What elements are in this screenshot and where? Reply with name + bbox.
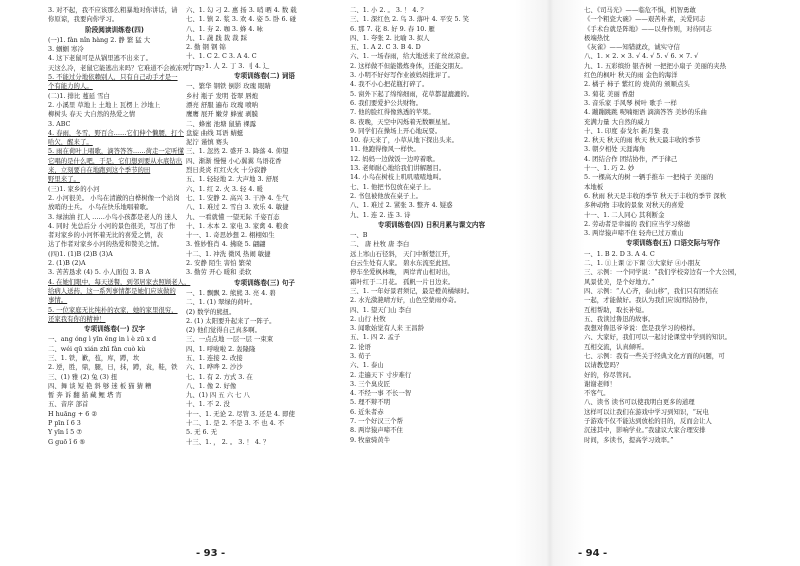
answer-line: 5. 一棵高大的树 一辆手推车 一把椅子 美丽的	[584, 173, 714, 182]
answer-line: 3. 惟妙惟肖 4. 拂晓 5. 翩翩	[186, 240, 266, 249]
answer-line: 13. 老师耐心地给我们讲解题目。	[350, 164, 446, 173]
answer-line: 四、舞 谈 短 艳 斜 够 迷 板 猫 猜 糟	[48, 381, 152, 390]
answer-line: 四、渐渐 慢慢 小心翼翼 鸟语花香	[186, 156, 282, 165]
answer-line: 2. 书包被他放在桌子上。	[350, 191, 423, 200]
answer-line: 极端热忱	[584, 33, 610, 42]
answer-line: 11. 他跑得像风一样快。	[350, 145, 420, 154]
answer-line: 2. 安静 陌生 害怕 繁荣	[186, 259, 252, 268]
answer-line: 4. 团结合作 团结协作，严于律己	[584, 154, 678, 163]
answer-line: 好的，你尽管问。	[584, 370, 636, 379]
answer-line: 2. 走遍天下 寸步难行	[350, 370, 412, 379]
answer-line: 三、1. 深红色 2. 鸟 3. 落叶 4. 平安 5. 笑	[350, 15, 470, 24]
answer-line: 3. 三个臭皮匠	[350, 379, 391, 388]
answer-line: 三、一点点地 一层一层 一束束	[186, 335, 274, 344]
answer-line: 3. 对不起，我不应该那么粗暴地对你讲话，请	[48, 6, 178, 14]
answer-line: 互相交流，认真倾听。	[584, 342, 648, 351]
answer-line: 2. 橘子 柿子 紫红的 烧黄的 颁顺点头	[584, 80, 690, 89]
answer-line: (2) 他们觉得自己真多啊。	[186, 326, 261, 335]
answer-line: 五、1. A 2. C 3. B 4. D	[350, 43, 421, 52]
answer-line: G guō ǐ 6 ⑤	[48, 437, 86, 446]
answer-line: 4. 蹦蹦跳跳 呢喃细语 滴滴答答 美妙的乐曲	[584, 108, 707, 117]
answer-line: 7. 一个好汉三个帮	[350, 417, 403, 426]
answer-line: 3. 两岸猿声啼不住 轻舟已过万重山	[584, 229, 684, 238]
answer-line: 三、1. 一年好景君须记，最是橙黄橘绿时。	[350, 286, 474, 295]
answer-line: 十一、1. 二人同心 其利断金	[584, 210, 665, 219]
section-heading: 专项训练卷(五) 口语交际与写作	[625, 239, 721, 248]
answer-line: 停车坐爱枫林晚， 两岸青山相对出，	[350, 268, 455, 277]
answer-line: 霜叶红于二月花。 孤帆一片日边来。	[350, 277, 455, 286]
answer-line: 5. 一位家庭无比纯朴的农家，她的家里很穷，	[48, 305, 178, 314]
answer-line: 六、大家好，我们可以一起讨论课堂中学到的知识。	[584, 333, 731, 342]
answer-line: 9. 牧童骑黄牛	[350, 435, 391, 444]
answer-line: 二、蜂蜜 池塘 鼠猫 裸露	[186, 119, 256, 128]
answer-line: 六、1. 泰山	[350, 361, 384, 370]
answer-line: 九、一看就懂 一望无际 千姿百态	[186, 212, 280, 221]
answer-line: 五、1. 轻轻地 2. 大声地 3. 舒展	[186, 175, 279, 184]
answer-line: 《一个粗瓷大碗》——艰苦朴素，关爱同志	[584, 15, 706, 24]
answer-line: 三、1. 忽然 2. 盛开 3. 降落 4. 仰望	[186, 147, 289, 156]
answer-line: 4. 这下老鼠可是从锅里逃不出来了。	[48, 54, 152, 63]
answer-line: 二、1. (1) 翠绿的荷叶。	[186, 298, 257, 307]
answer-line: 者对家乡的小河怀着无比的喜爱之情，表	[48, 231, 164, 240]
answer-line: 5. 雨在荷叶上唱歌，滴答答答……荷走一定听懂	[48, 147, 184, 156]
answer-line: 这样可以让我们在游戏中学习到知识，“玩电	[584, 407, 709, 416]
answer-line: 暂 奔 诉 翻 描 藏 鲤 塔 宵	[48, 391, 122, 400]
answer-line: 四、1. 夸张 2. 比喻 3. 拟人	[350, 33, 430, 42]
answer-line: 达了作者对家乡小河的热爱和赞美之情。	[48, 240, 164, 249]
section-heading: 专项训练卷(三) 句子	[233, 278, 296, 287]
answer-line: 四、示例：“人心齐，泰山移”，我们只有团结在	[584, 286, 719, 295]
answer-line: 2. 论语	[350, 342, 371, 351]
answer-line: 5. 不能过分地依赖别人，只有自己动手才是一	[48, 73, 178, 82]
answer-line: 十一、1. 无论 2. 尽管 3. 还是 4. 即使	[186, 409, 295, 418]
answer-line: 14. 小鸟在树枝上叽叽喳喳地叫。	[350, 173, 446, 182]
answer-line: 2. 逆，胜，鼎，腿，日，抹，蹲，袁，鞋，铁	[48, 363, 178, 372]
answer-line: 一、B	[350, 231, 368, 240]
answer-line: 十一、1. 巧 2. 妙	[584, 164, 635, 173]
answer-line: 十、1. 不 2. 没	[186, 400, 230, 409]
answer-line: 十、1. C 2. C 3. A 4. C	[186, 52, 257, 61]
answer-line: 红色的枫叶 秋天的雨 金色的海洋	[584, 71, 678, 80]
answer-line: 2. 劳动者是幸福的 我们应当学习蔡德	[584, 219, 691, 228]
page-number-left: - 93 -	[196, 548, 226, 559]
answer-line: 给病人送药，这一系列事情都是她们应该做的	[48, 286, 176, 295]
answer-line: 子游戏不仅不能达到放松的目的，反而会让人	[584, 417, 712, 426]
answer-line: 七、1. 镇 2. 浆 3. 欢 4. 姿 5. 卧 6. 碰	[186, 15, 297, 24]
answer-line: (三)1. 家乡的小河	[48, 184, 100, 193]
answer-line: 时间，多读书，提高学习效率。”	[584, 435, 674, 444]
answer-line: Y yīn ǐ 5 ⑦	[48, 428, 82, 437]
answer-line: 4. 不经一事 不长一智	[350, 389, 412, 398]
answer-line: 2. 勤 钢 钢 锦	[186, 43, 226, 52]
answer-line: 十三、1. ， 2. 。 3. ！ 4. ？	[186, 437, 270, 446]
answer-line: 3. 荀子	[350, 351, 371, 360]
answer-line: 鹰鹰 展开 嫩芽 蜂蜜 剥膜	[186, 110, 259, 119]
answer-line: 多种动物 丰收的景象 对秋天的喜爱	[584, 201, 684, 210]
answer-line: 5. 理不辩不明	[350, 398, 391, 407]
answer-line: 乡村 瓶子 发明 苍翠 唇炮	[186, 91, 259, 100]
answer-line: 七、示例：我有一些关于经典文化方面的问题，可	[584, 351, 725, 360]
answer-line: 2. 小河很美。 小鸟在清澈的白桦树像一个站岗	[48, 193, 180, 202]
answer-line: 一起，才能做好。我认为我们应该团结协作，	[584, 296, 712, 305]
answer-line: 谢谢老师！	[584, 379, 616, 388]
answer-line: 泥泞 谨慎 赛头	[186, 138, 229, 147]
answer-line: 3. 苦苦恳求 (4) 5. 小人面包 3. B A	[48, 268, 151, 277]
answer-line: 三、示例：一个同学说：“我们学校旁边有一个大公园，	[584, 268, 741, 277]
answer-line: 个有能力的人。	[48, 82, 93, 91]
answer-line: 七、1. 有 2. 方式 3. 在	[186, 372, 253, 381]
section-heading: 阶段阅读训练卷(四)	[85, 25, 144, 34]
answer-line: 八、1. 难过 2. 紧张 3. 整齐 4. 疑惑	[350, 201, 453, 210]
answer-line: 充满力量 大自然的威力	[584, 117, 650, 126]
answer-line: 十二、1. 冲洗 微风 热闹 敏捷	[186, 249, 271, 258]
answer-line: 十一、1. 奇思妙想 2. 栩栩如生	[186, 231, 275, 240]
answer-line: 沉迷其中，影响学业。”我建议大家合理安排	[584, 426, 706, 435]
answer-line: 以请教您吗？	[584, 361, 623, 370]
answer-line: 2. 秋天 秋天的雨 秋天 秋天最丰收的季节	[584, 136, 701, 145]
answer-line: 4. 同时 先总后分 小河的景色很美，写出了作	[48, 221, 176, 230]
answer-line: 三、1. 铁，歉，苞，库，蹲，坎	[48, 353, 140, 362]
answer-line: 2. (1) 太阳要升起来了一阵子。	[186, 316, 276, 325]
page-fold-shadow	[515, 0, 585, 566]
answer-line: 八、1. 像 2. 好像	[186, 381, 237, 390]
answer-line: 烈日炎炎 红红火火 十分寂静	[186, 166, 267, 175]
section-heading: 专项训练卷(四) 日积月累与课文内容	[377, 220, 486, 229]
answer-line: 2. 水光潋滟晴方好，山色空蒙雨亦奇。	[350, 296, 461, 305]
answer-line: 六、1. 勾 刁 2. 惠 扬 3. 哨 晒 4. 数 载	[186, 6, 297, 14]
answer-line: 二、 唐 杜牧 唐 李白	[350, 240, 410, 249]
answer-line: H huāng + 6 ②	[48, 409, 98, 418]
answer-line: 八、1. 难过 2. 雪白 3. 欢乐 4. 敏捷	[186, 203, 289, 212]
answer-line: 六、1. 一场春雨，给大地送来了丝丝凉意。	[350, 52, 474, 61]
answer-line: 一、ang óng ì yīn ěng in ì è zū x d	[48, 335, 157, 344]
answer-line: 盘旋 曲线 耳语 蜻蜓	[186, 128, 244, 137]
answer-line: 12. 妈妈一边做饭一边哼着歌。	[350, 154, 439, 163]
answer-line: 八、1. 夯 2. 咖 3. 蜂 4. 咏	[186, 24, 263, 33]
answer-line: (一)1. fàn nǐn hàng 2. 静 繁 猛 大	[48, 35, 151, 44]
answer-line: 3. 朝夕相处 天涯海角	[584, 145, 646, 154]
section-heading: 专项训练卷(一) 汉字	[83, 325, 146, 334]
answer-line: 五、我读过鲁迅的故事。	[584, 314, 655, 323]
answer-line: 你原谅，我要向你学习。	[48, 15, 119, 24]
answer-line: 五、1. 四 2. 孟子	[350, 333, 401, 342]
section-heading: 专项训练卷(二) 词语	[233, 72, 296, 81]
answer-line: 来，立刻要自在地跑到这个季节的田	[48, 166, 151, 175]
answer-line: 远上寒山石径斜， 天门中断楚江开，	[350, 249, 455, 258]
answer-line: 还家我有你的精神！	[48, 314, 106, 323]
answer-line: 五、1. 连接 2. 改接	[186, 353, 243, 362]
answer-line: 2. 山行 杜牧	[350, 314, 386, 323]
answer-line: 五、音序 部首	[48, 400, 89, 409]
answer-line: (四)1. (1)B (2)B (3)A	[48, 249, 113, 258]
answer-line: 八、1. × 2. × 3. √ 4. √ 5. √ 6. × 7. √	[584, 52, 699, 61]
answer-line: 放哨的士兵。 小鸟在快乐地唱着歌。	[48, 203, 153, 212]
answer-line: 7. 他的脸红得像熟透的苹果。	[350, 108, 435, 117]
answer-line: 6. 我们要爱护公共财物。	[350, 98, 423, 107]
answer-line: 3. 音乐家 手风琴 树叶 歌手 一样	[584, 98, 677, 107]
answer-line: 8. 夜晚，天空中闪烁着无数颗星星。	[350, 117, 454, 126]
answer-line: 互相帮助，取长补短。	[584, 305, 648, 314]
answer-line: 4. 春雨，冬雪，野百合……它们伸个懒腰，打个	[48, 128, 184, 137]
answer-line: 5. 窗外下起了绵绵细雨，花草都湿漉漉的。	[350, 89, 474, 98]
answer-line: 八、读书 读书可以使我明白更多的道理	[584, 398, 695, 407]
answer-line: 不客气。	[584, 389, 610, 398]
answer-line: 七、1. 安静 2. 高兴 3. 干净 4. 生气	[186, 193, 289, 202]
answer-line: 我想对鲁迅爷爷说：您是我学习的榜样。	[584, 324, 700, 333]
answer-line: 六、1. 哗哗 2. 沙沙	[186, 363, 243, 372]
answer-line: 8. 两岸猿声啼不住	[350, 426, 403, 435]
answer-line: 十、1. 印度 泰戈尔 新月集 我	[584, 126, 669, 135]
answer-line: (2) 数学的熊扭。	[186, 307, 236, 316]
answer-line: 2. 这样做不但能锻炼身体，还能交朋友。	[350, 61, 467, 70]
answer-line: 2. (1)B (2)A	[48, 259, 86, 268]
right-page-column-1	[584, 6, 762, 445]
answer-line: 一、1. B 2. D 3. A 4. C	[584, 249, 655, 258]
answer-line: 3. 绿油油 扛人 ……小鸟小孩都是老人的 迷人	[48, 212, 178, 221]
answer-line: 白云生处有人家。 碧水东流至此回。	[350, 259, 455, 268]
answer-line: 3. ABC	[48, 119, 71, 128]
answer-line: 九、(1) 四 五 六 七 八	[186, 391, 250, 400]
answer-line: 3. 菊花 美丽 香甜	[584, 89, 635, 98]
answer-line: 野里来了。	[48, 175, 80, 184]
answer-line: 风景优美，是个好地方。”	[584, 277, 655, 286]
left-page-column-3	[350, 6, 513, 445]
answer-line: 十二、1. 是 2. 不是 3. 不 也 4. 不	[186, 419, 285, 428]
answer-line: 一、繁华 钢铁 倒影 玫瑰 眼睛	[186, 82, 271, 91]
answer-line: 十一、1. 人 2. 丁 3. 刂 4. 辶	[186, 61, 270, 70]
answer-line: 六、1. 红 2. 火 3. 轻 4. 暖	[186, 184, 263, 193]
answer-line: 6. 秋雨 秋天是丰收的季节 秋天于丰收的季节 深秋	[584, 191, 727, 200]
answer-line: (二)1. 排比 蔓延 雪白	[48, 91, 110, 100]
answer-line: 9. 同学们在操场上开心地玩耍。	[350, 126, 442, 135]
answer-line: 它唱的是什么吧，于是，它们想到要从水底钻出	[48, 156, 183, 165]
answer-line: 四、1. 呼啦啦 2. 轰隆隆	[186, 344, 256, 353]
answer-line: 二、1. 小 2. 。 3. ！ 4. ？	[350, 6, 427, 14]
answer-line: 十、1. 木本 2. 家电 3. 家禽 4. 粮食	[186, 221, 289, 230]
answer-line: 3. 小明不好好写作业被妈妈批评了。	[350, 71, 454, 80]
answer-line: 二、wéi qū xián zhī fàn cuò kù	[48, 344, 146, 353]
answer-line: P pīn ǐ 6 3	[48, 419, 81, 428]
answer-line: 九、1. 连 2. 连 3. 诗	[350, 210, 411, 219]
answer-line: 《灰雀》——知错就改，诚实守信	[584, 43, 680, 52]
answer-line: 漂亮 舒服 遍布 玫瑰 喷呐	[186, 100, 259, 109]
answer-line: 柳树头 春天 大自然的热爱之情	[48, 110, 136, 119]
answer-line: 6. 近朱者赤	[350, 407, 384, 416]
answer-line: 哈欠，醒来了。	[48, 138, 93, 147]
answer-line: 6. 那 7. 花 8. 好 9. 春 10. 雁	[350, 24, 435, 33]
answer-line: 二、1. ①上课 ②下课 ③大家好 ④小朋友	[584, 259, 701, 268]
answer-line: 本地板	[584, 182, 604, 191]
answer-line: 七、《司马光》——临危不惧，机智勇敢	[584, 6, 696, 14]
answer-line: 3. 蝈蝈 寒冷	[48, 45, 84, 54]
answer-line: 3. 勤劳 开心 暖和 柔软	[186, 268, 252, 277]
answer-line: 5. 无 6. 无	[186, 428, 218, 437]
answer-line: 4. 我不小心把花瓶打碎了。	[350, 80, 429, 89]
answer-line: 2. 小溪里 草地上 土地上 瓦楞上 沙地上	[48, 100, 161, 109]
answer-line: 一、1. 飘飘 2. 熊熊 3. 亮 4. 碧	[186, 288, 276, 297]
left-page-column-2	[186, 6, 343, 447]
answer-line: 事情。	[48, 296, 68, 305]
answer-line: 10. 春天来了，小草从地下探出头来。	[350, 136, 459, 145]
answer-line: 四、1. 望天门山 李白	[350, 305, 412, 314]
answer-line: 天这么冷，老鼠它能逃出来吗？它难道不会被冻死了吗？	[48, 63, 208, 72]
answer-line: 九、1. 蔬 践 裁 裁 踩	[186, 33, 247, 42]
answer-line: 三、(1) 雅 (2) 兔 (3) 扭	[48, 372, 118, 381]
answer-line: 4. 在她们眼中，每天送餐，到邻居家去照顾老人，	[48, 277, 191, 286]
answer-line: 九、1. 五彩缤纷 银杏树 一把把小扇子 美丽的夹热	[584, 61, 727, 70]
answer-line: 《手术台就是阵地》——以身作则，对待同志	[584, 24, 712, 33]
answer-line: 七、1. 他把书包放在桌子上。	[350, 182, 435, 191]
answer-line: 3. 闻歌始觉有人来 王昌龄	[350, 324, 425, 333]
page-number-right: - 94 -	[578, 548, 608, 559]
